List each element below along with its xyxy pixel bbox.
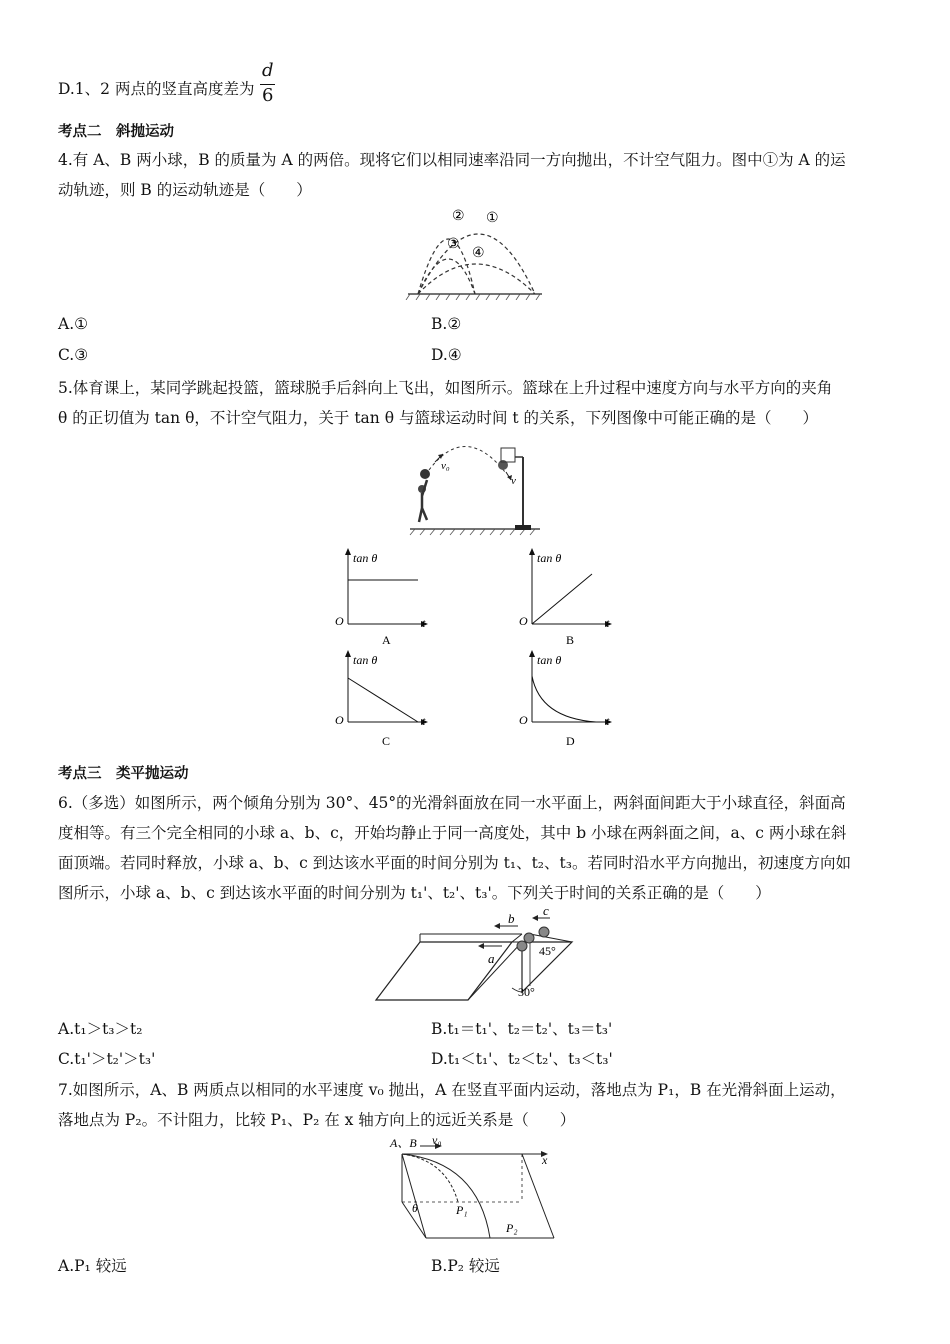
question-text: 动轨迹，则 B 的运动轨迹是（ ） (58, 181, 312, 199)
basketball-figure (405, 432, 545, 542)
y-axis-label: tan θ (537, 551, 562, 565)
y-axis-label: tan θ (353, 551, 378, 565)
x-axis-label: t (606, 616, 610, 630)
option-a[interactable]: A.① (58, 315, 89, 333)
option-b[interactable]: B.P₂ 较远 (431, 1257, 500, 1275)
origin-label: O (335, 713, 344, 727)
ball-c-label: c (543, 908, 549, 918)
option-b[interactable]: B.② (431, 315, 462, 333)
y-axis-label: tan θ (537, 653, 562, 667)
theta-label: θ (412, 1201, 418, 1215)
angle-45-label: 45° (539, 944, 556, 958)
section-title: 考点三 类平抛运动 (58, 766, 189, 782)
initial-velocity-label: v₀ (432, 1134, 442, 1147)
projectile-incline-figure (386, 1134, 562, 1248)
origin-label: O (519, 614, 528, 628)
initial-velocity-label: v₀ (441, 460, 450, 472)
question-text: 5.体育课上，某同学跳起投篮，篮球脱手后斜向上飞出，如图所示。篮球在上升过程中速度方向与水平方向的夹角 (58, 379, 833, 397)
graph-a (332, 546, 432, 650)
x-axis-label: x (542, 1153, 548, 1167)
question-text: 图所示，小球 a、b、c 到达该水平面的时间分别为 t₁'、t₂'、t₃'。下列关于时间的关系正确的是（ ） (58, 884, 771, 902)
trajectory-label: ③ (447, 237, 460, 252)
question-text: 7.如图所示，A、B 两质点以相同的水平速度 v₀ 抛出，A 在竖直平面内运动，落地点为 P₁，B 在光滑斜面上运动， (58, 1081, 846, 1099)
y-axis-label: tan θ (353, 653, 378, 667)
trajectory-label: ② (452, 209, 465, 224)
section-title: 考点二 斜抛运动 (58, 124, 174, 140)
origin-label: O (335, 614, 344, 628)
question-text: 度相等。有三个完全相同的小球 a、b、c，开始均静止于同一高度处，其中 b 小球在两斜面之间，a、c 两小球在斜 (58, 824, 847, 842)
p1-label: P₁ (456, 1203, 468, 1217)
fraction-numerator: d (262, 60, 274, 81)
question-text: θ 的正切值为 tan θ，不计空气阻力，关于 tan θ 与篮球运动时间 t 的关系，下列图像中可能正确的是（ ） (58, 409, 819, 427)
question-text: 4.有 A、B 两小球，B 的质量为 A 的两倍。现将它们以相同速率沿同一方向抛出，不计空气阻力。图中①为 A 的运 (58, 151, 846, 169)
p2-label: P₂ (506, 1221, 518, 1235)
trajectory-label: ④ (472, 246, 485, 261)
origin-label: O (519, 713, 528, 727)
option-c[interactable]: C.t₁'＞t₂'＞t₃' (58, 1050, 156, 1068)
trajectory-figure (400, 204, 550, 300)
q3-option-d: D.1、2 两点的竖直高度差为 (58, 80, 255, 98)
question-text: 6.（多选）如图所示，两个倾角分别为 30°、45°的光滑斜面放在同一水平面上，两斜面间距大于小球直径，斜面高 (58, 794, 846, 812)
fraction-denominator: 6 (262, 85, 274, 106)
trajectory-label: ① (486, 211, 499, 226)
inclines-figure (372, 908, 584, 1004)
ball-a-label: a (488, 951, 495, 966)
graph-caption: C (382, 734, 391, 748)
option-d[interactable]: D.t₁＜t₁'、t₂＜t₂'、t₃＜t₃' (431, 1050, 613, 1068)
x-axis-label: t (606, 714, 610, 728)
x-axis-label: t (422, 616, 426, 630)
question-text: 落地点为 P₂。不计阻力，比较 P₁、P₂ 在 x 轴方向上的远近关系是（ ） (58, 1111, 576, 1129)
ball-b-label: b (508, 911, 515, 926)
option-d[interactable]: D.④ (431, 346, 462, 364)
option-c[interactable]: C.③ (58, 346, 89, 364)
graph-b (516, 546, 616, 650)
angle-30-label: 30° (518, 985, 535, 999)
graph-caption: A (382, 633, 391, 647)
points-ab-label: A、B (390, 1136, 417, 1150)
graph-caption: D (566, 734, 575, 748)
option-b[interactable]: B.t₁＝t₁'、t₂＝t₂'、t₃＝t₃' (431, 1020, 613, 1038)
graph-c (332, 648, 432, 752)
option-a[interactable]: A.P₁ 较远 (58, 1257, 127, 1275)
x-axis-label: t (422, 714, 426, 728)
question-text: 面顶端。若同时释放，小球 a、b、c 到达该水平面的时间分别为 t₁、t₂、t₃。若同时沿水平方向抛出，初速度方向如 (58, 854, 851, 872)
option-a[interactable]: A.t₁＞t₃＞t₂ (58, 1020, 143, 1038)
graph-caption: B (566, 633, 575, 647)
graph-d (516, 648, 616, 752)
velocity-label: v (511, 475, 516, 487)
